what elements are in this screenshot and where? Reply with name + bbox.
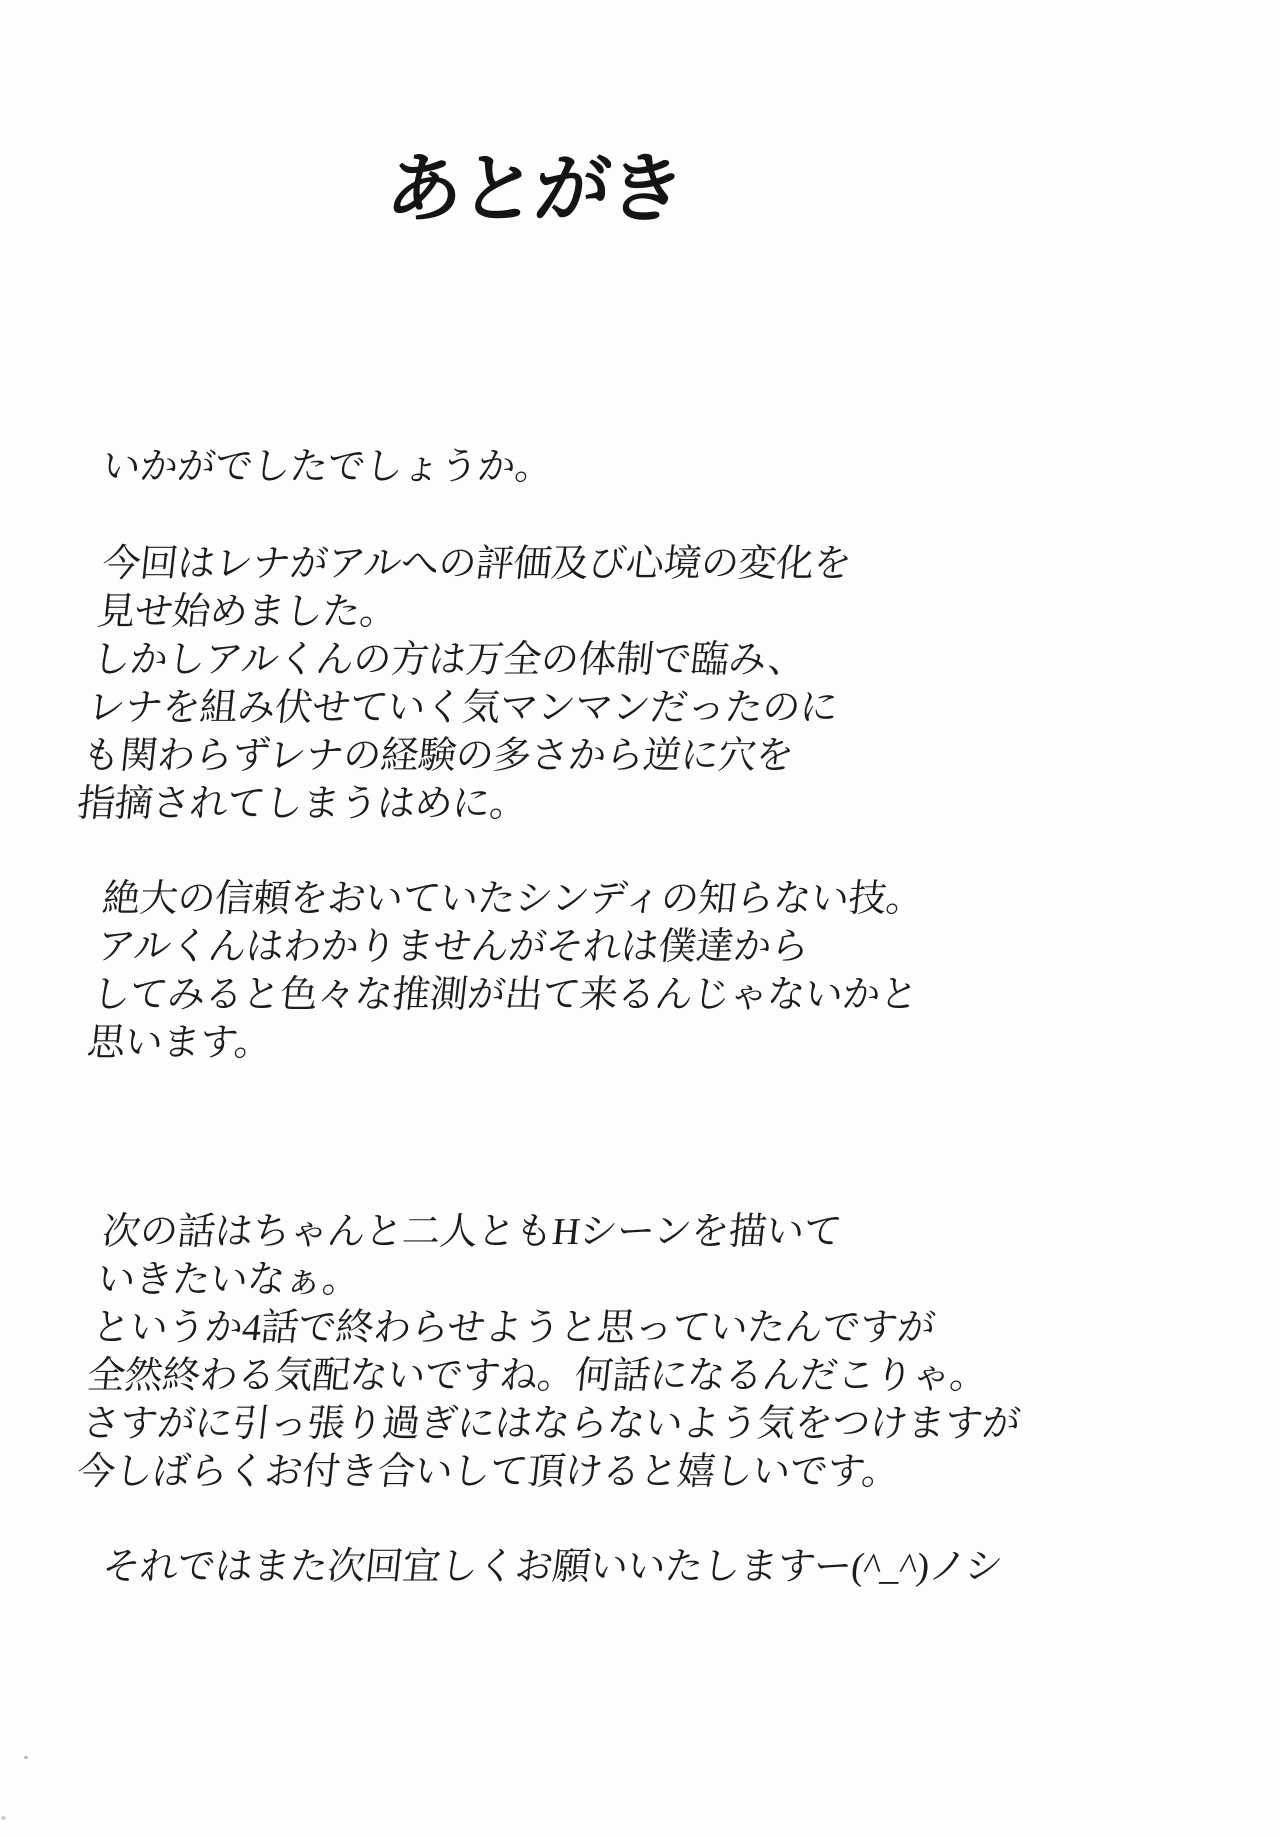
- scan-artifact: [1, 1816, 6, 1820]
- text-line: 次の話はちゃんと二人ともHシーンを描いて: [100, 1211, 844, 1253]
- text-line: も関わらずレナの経験の多さから逆に穴を: [80, 735, 796, 777]
- text-line: 絶大の信頼をおいていたシンディの知らない技。: [100, 878, 926, 920]
- text-line: してみると色々な推測が出て来るんじゃないかと: [90, 974, 920, 1016]
- paragraph-story-comment: [75, 540, 855, 828]
- paragraph-intro: [100, 443, 555, 491]
- scan-artifact: [24, 1756, 28, 1759]
- text-line: 見せ始めました。: [95, 591, 400, 633]
- text-line: 今回はレナがアルへの評価及び心境の変化を: [100, 543, 854, 585]
- text-line: 指摘されてしまうはめに。: [75, 783, 530, 825]
- text-line: アルくんはわかりませんがそれは僕達から: [95, 926, 811, 968]
- text-line: いかがでしたでしょうか。: [100, 446, 555, 488]
- text-line: それではまた次回宜しくお願いいたしますー(^_^)ノシ: [100, 1546, 1005, 1588]
- text-line: 思います。: [85, 1022, 275, 1064]
- paragraph-closing: [100, 1543, 1005, 1591]
- page-title: あとがき: [382, 144, 687, 233]
- text-line: いきたいなぁ。: [95, 1259, 363, 1301]
- text-line: 今しばらくお付き合いして頂けると嬉しいです。: [75, 1451, 902, 1493]
- paragraph-next-chapter: [75, 1208, 1043, 1496]
- text-line: さすがに引っ張り過ぎにはならないよう気をつけますが: [80, 1403, 1023, 1445]
- text-line: しかしアルくんの方は万全の体制で臨み、: [90, 639, 808, 681]
- text-line: 全然終わる気配ないですね。何話になるんだこりゃ。: [85, 1355, 990, 1397]
- text-line: というか4話で終わらせようと思っていたんですが: [90, 1307, 937, 1349]
- paragraph-speculation: [85, 875, 930, 1067]
- text-line: レナを組み伏せていく気マンマンだったのに: [85, 687, 840, 729]
